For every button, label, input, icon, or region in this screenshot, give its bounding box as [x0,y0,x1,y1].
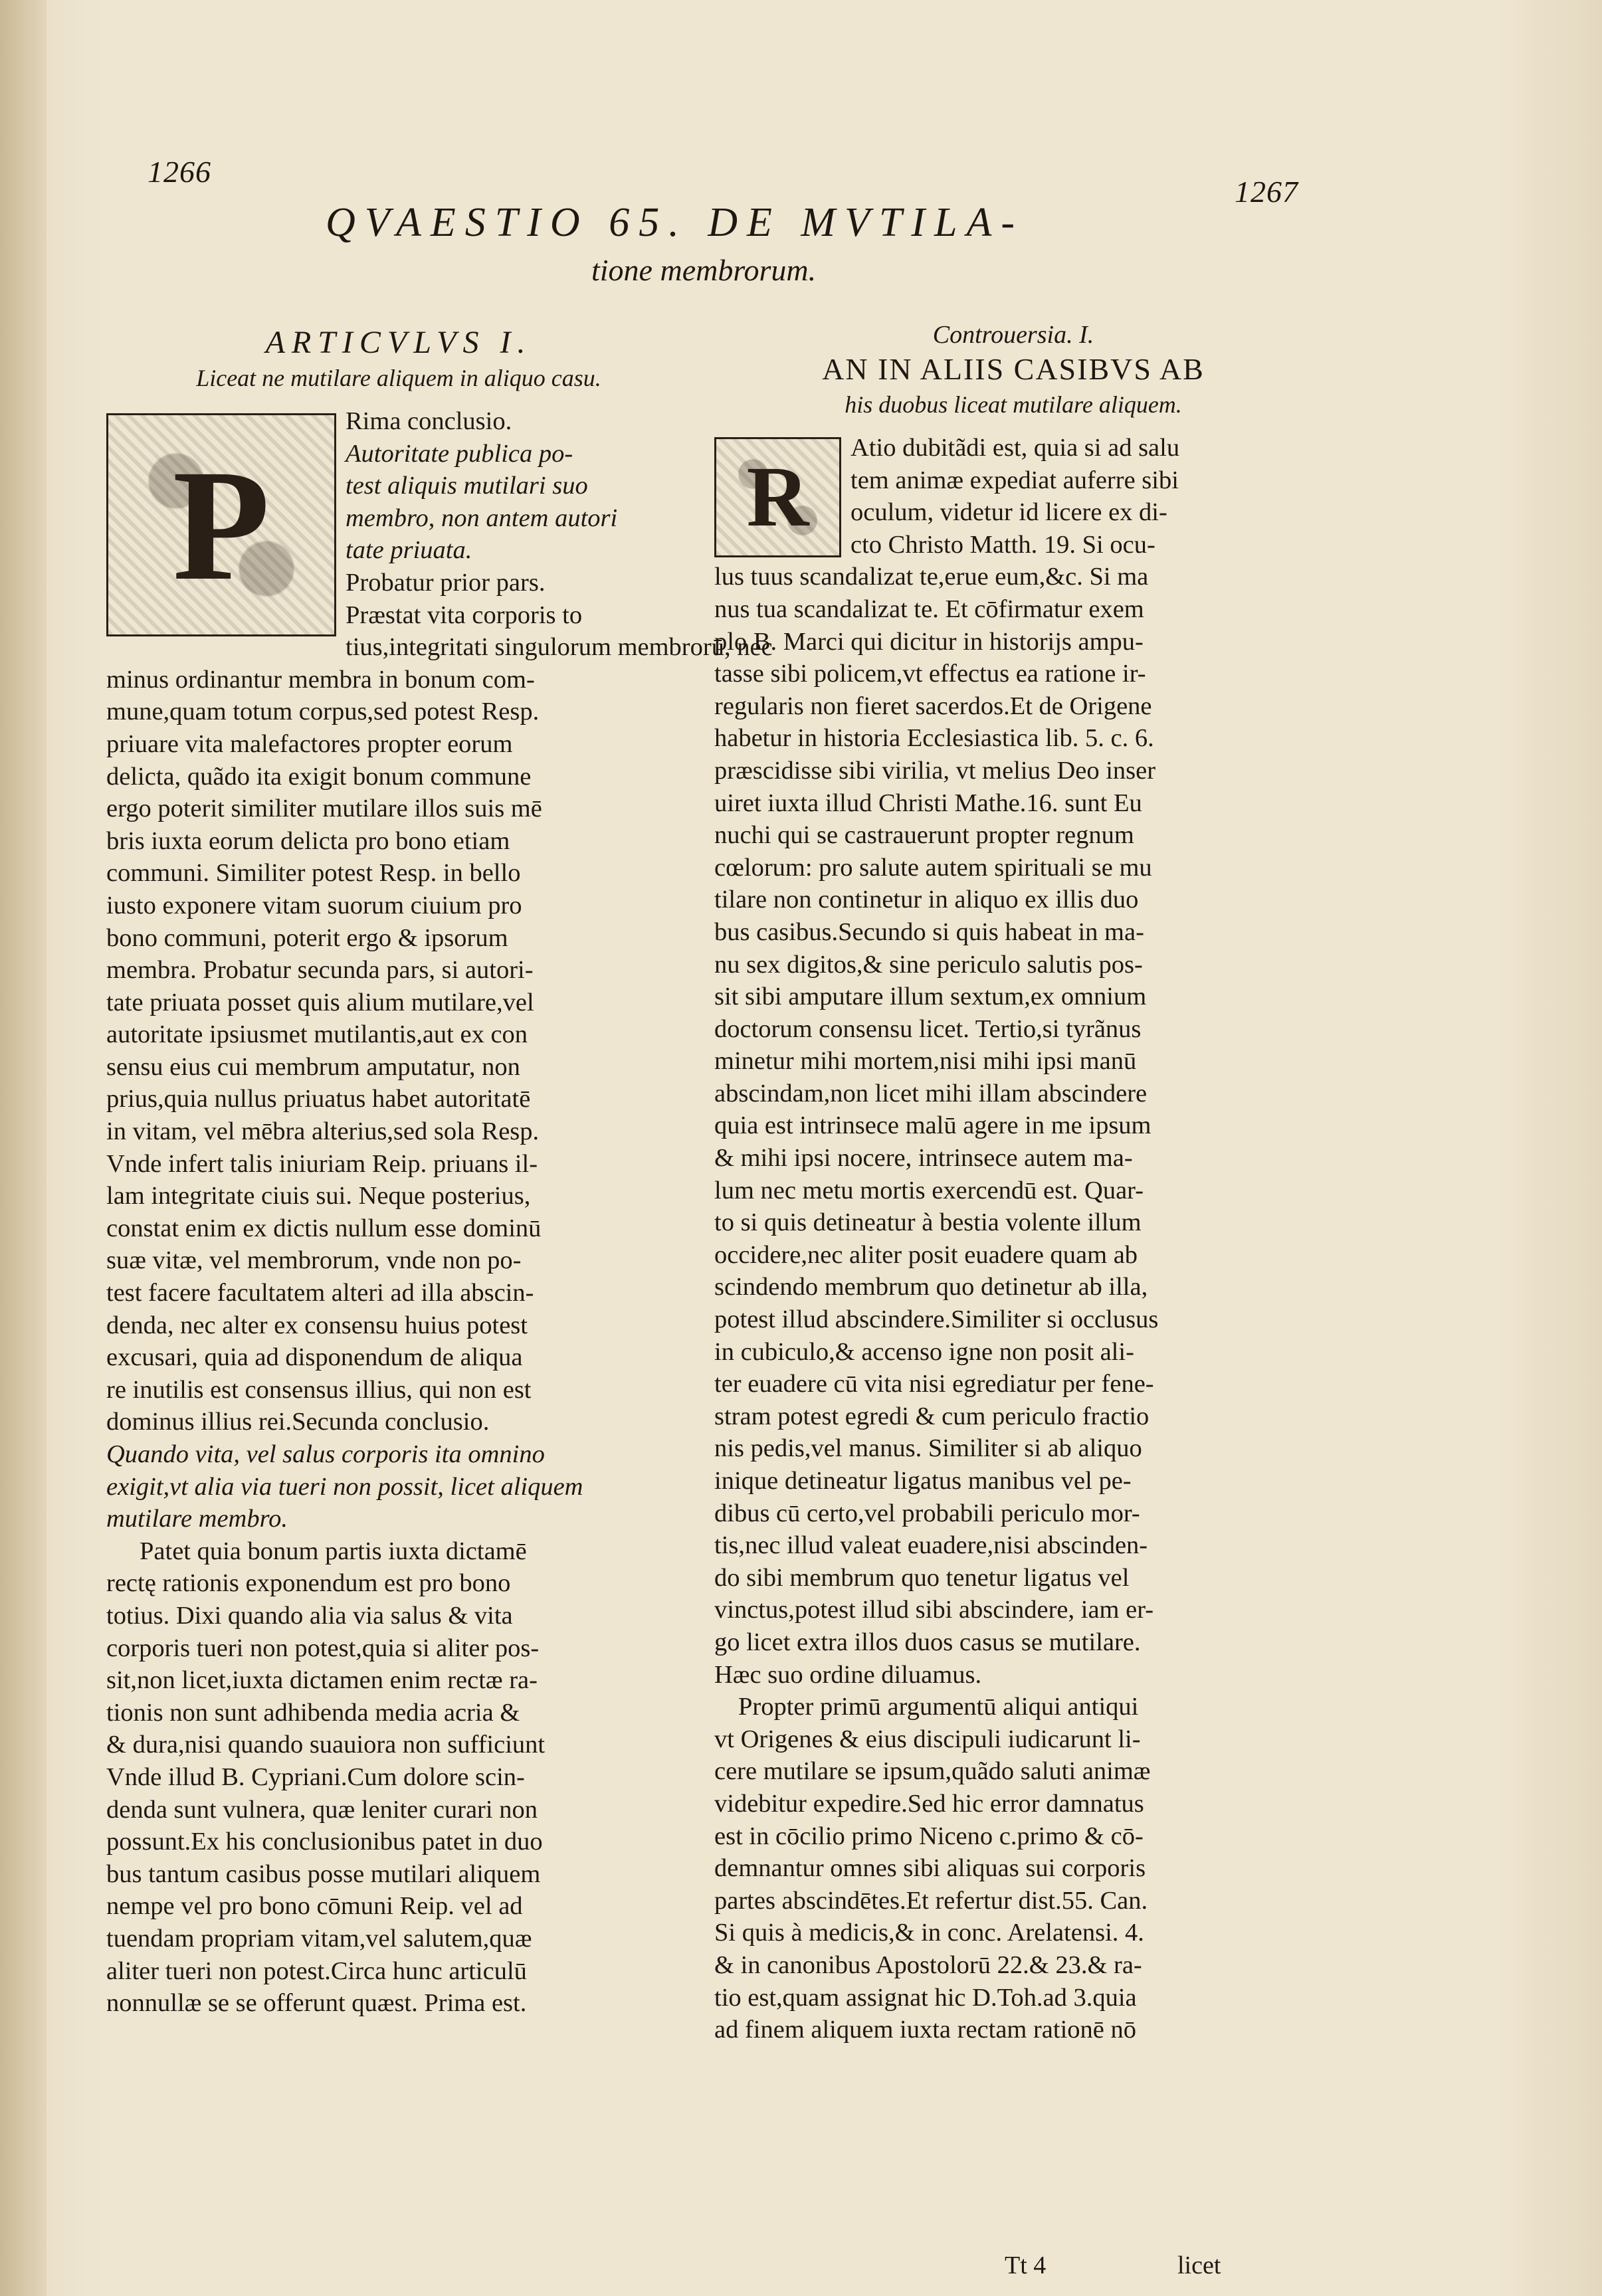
signature-mark: Tt 4 [1005,2251,1047,2279]
text-line: test facere facultatem alteri ad illa abscin- [106,1279,534,1307]
text-line: Vnde illud B. Cypriani.Cum dolore scin- [106,1763,525,1791]
text-line: lus tuus scandalizat te,erue eum,&c. Si ma [714,563,1149,591]
text-line: tio est,quam assignat hic D.Toh.ad 3.quia [714,1983,1137,2012]
text-line: sensu eius cui membrum amputatur, non [106,1052,520,1081]
text-line: bris iuxta eorum delicta pro bono etiam [106,826,510,855]
text-line: Patet quia bonum partis iuxta dictamē [140,1537,527,1565]
text-line: inique detineatur ligatus manibus vel pe- [714,1467,1132,1495]
text-line: demnantur omnes sibi aliquas sui corporis [714,1854,1146,1883]
text-line: ad finem aliquem iuxta rectam rationē nō [714,2016,1137,2044]
text-line: prius,quia nullus priuatus habet autoritatē [106,1085,531,1113]
text-line: mune,quam totum corpus,sed potest Resp. [106,698,540,726]
text-line: constat enim ex dictis nullum esse dominū [106,1214,542,1242]
text-line: partes abscindētes.Et refertur dist.55. Can. [714,1886,1148,1915]
text-line: quia est intrinsece malū agere in me ipsum [714,1111,1151,1140]
drop-cap-p [106,413,336,636]
text-line: minetur mihi mortem,nisi mihi ipsi manū [714,1047,1137,1076]
text-line: re inutilis est consensus illius, qui non est [106,1375,532,1404]
text-line: tius,integritati singulorum membrorū, nec [346,633,773,662]
text-line: nonnullæ se se offerunt quæst. Prima est. [106,1989,527,2018]
text-line: membro, non antem autori [346,504,618,532]
text-line: membra. Probatur secunda pars, si autori- [106,956,534,985]
text-line: tasse sibi policem,vt effectus ea ratione ir- [714,660,1146,688]
text-line: Atio dubitãdi est, quia si ad salu [851,434,1180,462]
text-line: cto Christo Matth. 19. Si ocu- [851,530,1155,559]
text-line: Quando vita, vel salus corporis ita omnino [106,1440,545,1468]
text-line: test aliquis mutilari suo [346,472,588,500]
text-line: Si quis à medicis,& in conc. Arelatensi. 4. [714,1919,1144,1947]
text-line: sit,non licet,iuxta dictamen enim rectæ ra- [106,1666,538,1695]
text-line: do sibi membrum quo tenetur ligatus vel [714,1563,1130,1592]
text-line: dominus illius rei.Secunda conclusio. [106,1408,490,1436]
drop-cap-r [714,437,841,557]
text-line: occidere,nec aliter posit euadere quam ab [714,1240,1138,1269]
text-line: sit sibi amputare illum sextum,ex omnium [714,983,1147,1011]
text-line: excusari, quia ad disponendum de aliqua [106,1343,523,1372]
text-line: ter euadere cū vita nisi egrediatur per fene- [714,1370,1154,1398]
controversy-heading: Controuersia. I. [932,321,1094,349]
text-line: habetur in historia Ecclesiastica lib. 5. c. 6. [714,724,1154,753]
text-line: tilare non continetur in aliquo ex illis duo [714,886,1139,914]
text-line: bono communi, poterit ergo & ipsorum [106,923,508,952]
text-line: Hæc suo ordine diluamus. [714,1660,982,1689]
text-line: Vnde infert talis iniuriam Reip. priuans il- [106,1149,538,1178]
text-line: mutilare membro. [106,1505,288,1533]
text-line: Autoritate publica po- [346,439,573,468]
text-line: vinctus,potest illud sibi abscindere, iam er- [714,1596,1154,1624]
question-subtitle: his duobus liceat mutilare aliquem. [845,391,1182,418]
right-column [714,319,1312,2046]
text-line: denda, nec alter ex consensu huius potest [106,1311,528,1339]
text-line: cœlorum: pro salute autem spirituali se mu [714,853,1152,882]
text-line: cere mutilare se ipsum,quãdo saluti animæ [714,1757,1151,1786]
text-line: in vitam, vel mēbra alterius,sed sola Resp. [106,1117,540,1146]
text-line: nempe vel pro bono cōmuni Reip. vel ad [106,1892,523,1921]
text-line: exigit,vt alia via tueri non possit, licet aliquem [106,1472,583,1501]
text-line: communi. Similiter potest Resp. in bello [106,859,521,888]
text-line: videbitur expedire.Sed hic error damnatus [714,1789,1144,1818]
text-line: autoritate ipsiusmet mutilantis,aut ex con [106,1020,528,1049]
running-head: QVAESTIO 65. DE MVTILA- [326,200,1024,245]
text-line: possunt.Ex his conclusionibus patet in duo [106,1828,543,1856]
text-line: plo B. Marci qui dicitur in historijs ampu- [714,627,1144,656]
text-line: in cubiculo,& accenso igne non posit ali- [714,1337,1134,1366]
text-line: Præstat vita corporis to [346,601,583,629]
left-text-body [106,405,773,2020]
text-line: doctorum consensu licet. Tertio,si tyrãnus [714,1014,1142,1043]
text-line: tate priuata. [346,536,472,565]
text-line: stram potest egredi & cum periculo fractio [714,1402,1150,1430]
text-line: tionis non sunt adhibenda media acria & [106,1698,520,1727]
text-line: totius. Dixi quando alia via salus & vita [106,1601,513,1630]
text-line: lum nec metu mortis exercendū est. Quar- [714,1176,1144,1204]
text-line: & mihi ipsi nocere, intrinsece autem ma- [714,1144,1133,1173]
text-line: Rima conclusio. [346,407,512,435]
text-line: dibus cū certo,vel probabili periculo mor- [714,1499,1140,1527]
text-line: potest illud abscindere.Similiter si occlusus [714,1305,1159,1334]
text-line: nu sex digitos,& sine periculo salutis pos- [714,950,1143,979]
text-line: & dura,nisi quando suauiora non sufficiunt [106,1731,546,1759]
text-line: corporis tueri non potest,quia si aliter pos- [106,1634,540,1662]
text-line: Probatur prior pars. [346,568,546,597]
text-line: delicta, quãdo ita exigit bonum commune [106,762,532,791]
text-line: præscidisse sibi virilia, vt melius Deo inser [714,756,1156,785]
folio-number-left: 1266 [148,155,211,189]
text-line: go licet extra illos duos casus se mutilare. [714,1628,1141,1656]
running-head-continuation: tione membrorum. [591,253,817,287]
text-line: vt Origenes & eius discipuli iudicarunt li- [714,1725,1141,1753]
article-subtitle: Liceat ne mutilare aliquem in aliquo casu. [196,365,601,391]
text-line: tis,nec illud valeat euadere,nisi abscinden- [714,1531,1148,1560]
text-line: tate priuata posset quis alium mutilare,vel [106,988,534,1016]
text-line: ergo poterit similiter mutilare illos suis mē [106,795,542,823]
catchword: licet [1177,2251,1221,2279]
drop-cap-letter: P [172,436,270,613]
text-line: Propter primū argumentū aliqui antiqui [738,1693,1139,1721]
text-line: priuare vita malefactores propter eorum [106,729,513,758]
question-heading: AN IN ALIIS CASIBVS AB [822,352,1205,386]
text-line: scindendo membrum quo detinetur ab illa, [714,1273,1148,1301]
text-line: & in canonibus Apostolorū 22.& 23.& ra- [714,1951,1142,1979]
text-line: suæ vitæ, vel membrorum, vnde non po- [106,1246,522,1275]
text-line: bus tantum casibus posse mutilari aliquem [106,1860,541,1888]
text-line: nus tua scandalizat te. Et cōfirmatur exem [714,595,1144,623]
text-line: nuchi qui se castrauerunt propter regnum [714,821,1134,850]
text-line: iusto exponere vitam suorum ciuium pro [106,891,522,919]
text-line: est in cōcilio primo Niceno c.primo & cō- [714,1822,1144,1850]
text-line: tem animæ expediat auferre sibi [851,466,1179,494]
text-line: denda sunt vulnera, quæ leniter curari non [106,1795,538,1824]
text-line: uiret iuxta illud Christi Mathe.16. sunt Eu [714,789,1142,817]
text-line: aliter tueri non potest.Circa hunc articulū [106,1957,527,1985]
drop-cap-letter: R [746,449,809,545]
text-line: to si quis detineatur à bestia volente illum [714,1208,1142,1237]
folio-number-right: 1267 [1235,175,1298,209]
text-line: tuendam propriam vitam,vel salutem,quæ [106,1924,532,1953]
text-line: bus casibus.Secundo si quis habeat in ma- [714,917,1144,946]
text-line: nis pedis,vel manus. Similiter si ab aliquo [714,1434,1142,1463]
text-line: minus ordinantur membra in bonum com- [106,665,535,694]
text-line: rectę rationis exponendum est pro bono [106,1569,511,1598]
article-heading: ARTICVLVS I. [265,325,532,360]
text-line: lam integritate ciuis sui. Neque posterius, [106,1182,531,1210]
text-line: abscindam,non licet mihi illam abscindere [714,1079,1148,1107]
text-line: oculum, videtur id licere ex di- [851,498,1167,527]
left-column [106,319,773,2020]
binding-gutter [0,0,47,2296]
right-text-body [714,432,1312,2046]
text-line: regularis non fieret sacerdos.Et de Origene [714,692,1152,720]
